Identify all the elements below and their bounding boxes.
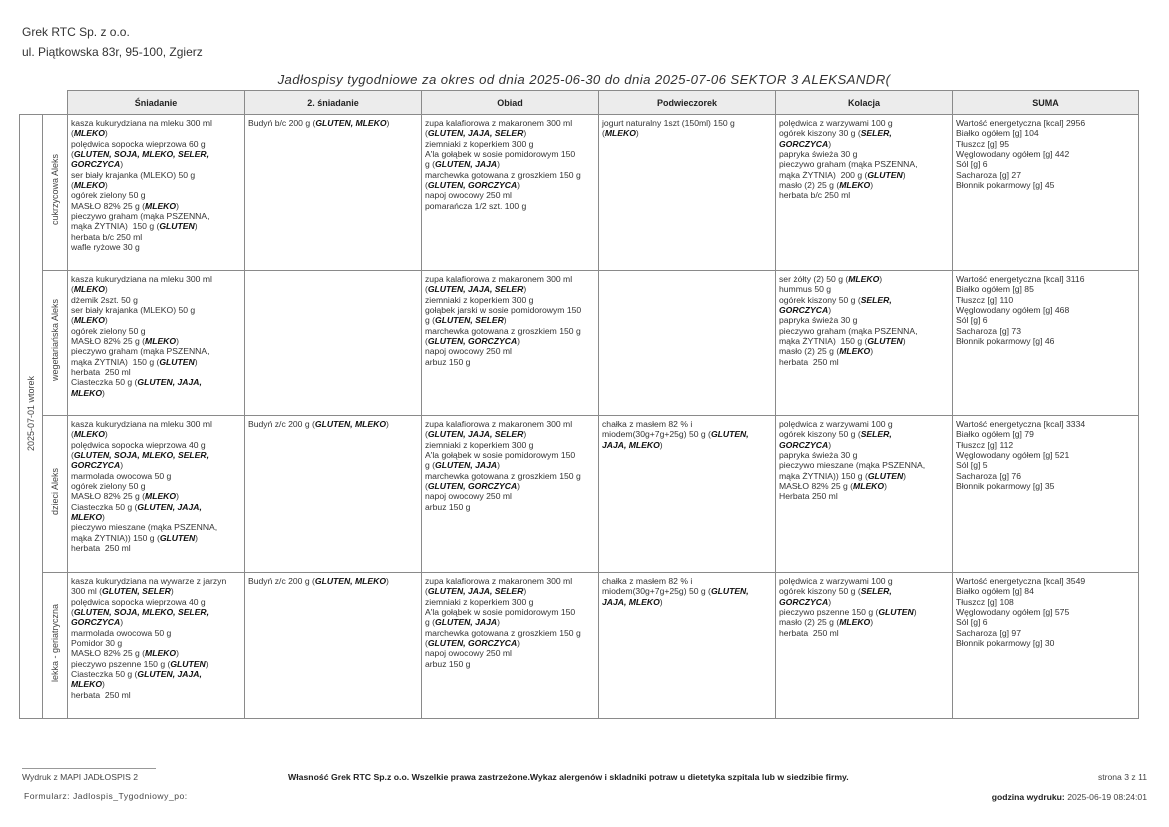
document-title: Jadłospisy tygodniowe za okres od dnia 2025-06-30 do dnia 2025-07-06 SEKTOR 3 ALEKSANDR( [277,72,891,87]
meal-cell-obiad [422,271,599,416]
sum-cell [953,115,1139,271]
meal-cell-sniadanie [68,416,245,573]
meal-cell-kolacja [776,271,953,416]
header-kolacja: Kolacja [776,91,953,115]
meal-text: zupa kalafiorowa z makaronem 300 ml (GLUTEN, JAJA, SELER) ziemniaki z koperkiem 300 g A'la gołąbek w sosie pomidorowym 150 g (GLUTEN, JAJA) marchewka gotowana z groszkiem 150 g (GLUTEN, GORCZYCA) napoj owocowy 250 ml arbuz 150 g [425,576,581,669]
meal-text: polędwica z warzywami 100 g ogórek kiszony 30 g (SELER, GORCZYCA) papryka świeża 30 g pieczywo graham (mąka PSZENNA, mąka ŻYTNIA) 200 g (GLUTEN) masło (2) 25 g (MLEKO) herbata b/c 250 ml [779,118,918,201]
diet-cell [43,115,68,271]
footer-divider [22,768,156,769]
diet-label: dzieci Aleks [50,467,60,516]
meal-text: kasza kukurydziana na wywarze z jarzyn 300 ml (GLUTEN, SELER) polędwica sopocka wieprzowa 40 g (GLUTEN, SOJA, MLEKO, SELER, GORCZYCA) marmolada owocowa 50 g Pomidor 30 g MASŁO 82% 25 g (MLEKO) pieczywo pszenne 150 g (GLUTEN) Ciasteczka 50 g (GLUTEN, JAJA, MLEKO) herbata 250 ml [71,576,227,700]
diet-label: lekka - geriatryczna [50,603,60,683]
form-name: Formularz: Jadlospis_Tygodniowy_po: [24,791,188,801]
sum-text: Wartość energetyczna [kcal] 3549 Białko ogółem [g] 84 Tłuszcz [g] 108 Węglowodany ogółem [g] 575 Sól [g] 6 Sacharoza [g] 97 Błonnik pokarmowy [g] 30 [956,576,1086,649]
print-time-value: 2025-06-19 08:24:01 [1067,792,1147,802]
meal-text: kasza kukurydziana na mleku 300 ml (MLEKO) polędwica sopocka wieprzowa 40 g (GLUTEN, SOJA, MLEKO, SELER, GORCZYCA) marmolada owocowa 50 g ogórek zielony 50 g MASŁO 82% 25 g (MLEKO) Ciasteczka 50 g (GLUTEN, JAJA, MLEKO) pieczywo mieszane (mąka PSZENNA, mąka ŻYTNIA)) 150 g (GLUTEN) herbata 250 ml [71,419,218,554]
header-sniadanie: Śniadanie [68,91,245,115]
ownership-note: Własność Grek RTC Sp.z o.o. Wszelkie prawa zastrzeżone.Wykaz alergenów i skladniki potraw u dietetyka szpitala lub w siedzibie firmy. [288,772,849,782]
meal-cell-podwieczorek [599,115,776,271]
meal-cell-kolacja [776,416,953,573]
meal-cell-sniadanie [68,271,245,416]
meal-text: zupa kalafiorowa z makaronem 300 ml (GLUTEN, JAJA, SELER) ziemniaki z koperkiem 300 g A'la gołąbek w sosie pomidorowym 150 g (GLUTEN, JAJA) marchewka gotowana z groszkiem 150 g (GLUTEN, GORCZYCA) napoj owocowy 250 ml arbuz 150 g [425,419,581,512]
meal-cell-obiad [422,416,599,573]
meal-cell-drugie-sniadanie [245,115,422,271]
meal-text: polędwica z warzywami 100 g ogórek kiszony 50 g (SELER, GORCZYCA) papryka świeża 30 g pieczywo mieszane (mąka PSZENNA, mąka ŻYTNIA)) 150 g (GLUTEN) MASŁO 82% 25 g (MLEKO) Herbata 250 ml [779,419,926,502]
meal-cell-drugie-sniadanie [245,271,422,416]
header-suma: SUMA [953,91,1139,115]
sum-text: Wartość energetyczna [kcal] 3334 Białko ogółem [g] 79 Tłuszcz [g] 112 Węglowodany ogółem [g] 521 Sól [g] 5 Sacharoza [g] 76 Błonnik pokarmowy [g] 35 [956,419,1086,492]
sum-cell [953,271,1139,416]
diet-cell [43,573,68,719]
meal-text: ser żółty (2) 50 g (MLEKO) hummus 50 g ogórek kiszony 50 g (SELER, GORCZYCA) papryka świeża 30 g pieczywo graham (mąka PSZENNA, mąka ŻYTNIA) 150 g (GLUTEN) masło (2) 25 g (MLEKO) herbata 250 ml [779,274,918,367]
meal-text: jogurt naturalny 1szt (150ml) 150 g (MLEKO) [602,118,735,139]
print-time-label: godzina wydruku: [991,792,1065,802]
meal-cell-podwieczorek [599,416,776,573]
meal-cell-drugie-sniadanie [245,573,422,719]
date-cell [20,115,43,719]
meal-text: kasza kukurydziana na mleku 300 ml (MLEKO) polędwica sopocka wieprzowa 60 g (GLUTEN, SOJA, MLEKO, SELER, GORCZYCA) ser biały krajanka (MLEKO) 50 g (MLEKO) ogórek zielony 50 g MASŁO 82% 25 g (MLEKO) pieczywo graham (mąka PSZENNA, mąka ŻYTNIA) 150 g (GLUTEN) herbata b/c 250 ml wafle ryżowe 30 g [71,118,212,253]
meal-text [599,271,775,276]
diet-cell [43,271,68,416]
meal-text: Budyń z/c 200 g (GLUTEN, MLEKO) [248,576,389,586]
diet-cell [43,416,68,573]
printout-source: Wydruk z MAPI JADŁOSPIS 2 [22,772,138,782]
meal-text: polędwica z warzywami 100 g ogórek kiszony 50 g (SELER, GORCZYCA) pieczywo pszenne 150 g (GLUTEN) masło (2) 25 g (MLEKO) herbata 250 ml [779,576,917,638]
meal-cell-sniadanie [68,115,245,271]
diet-label: cukrzycowa Aleks [50,154,60,226]
menu-table [19,90,1139,719]
meal-cell-podwieczorek [599,573,776,719]
meal-text: chałka z masłem 82 % i miodem(30g+7g+25g) 50 g (GLUTEN, JAJA, MLEKO) [602,576,749,607]
meal-cell-sniadanie [68,573,245,719]
sum-cell [953,573,1139,719]
table-row [20,271,1139,416]
header-blank-diet [43,91,68,115]
meal-cell-podwieczorek [599,271,776,416]
meal-text: zupa kalafiorowa z makaronem 300 ml (GLUTEN, JAJA, SELER) ziemniaki z koperkiem 300 g A'la gołąbek w sosie pomidorowym 150 g (GLUTEN, JAJA) marchewka gotowana z groszkiem 150 g (GLUTEN, GORCZYCA) napoj owocowy 250 ml pomarańcza 1/2 szt. 100 g [425,118,581,211]
meal-text: Budyń b/c 200 g (GLUTEN, MLEKO) [248,118,390,128]
header-blank-date [20,91,43,115]
meal-cell-kolacja [776,573,953,719]
meal-cell-obiad [422,115,599,271]
sum-text: Wartość energetyczna [kcal] 2956 Białko ogółem [g] 104 Tłuszcz [g] 95 Węglowodany ogółem [g] 442 Sól [g] 6 Sacharoza [g] 27 Błonnik pokarmowy [g] 45 [956,118,1086,191]
table-row [20,115,1139,271]
header-obiad: Obiad [422,91,599,115]
print-time [992,792,1147,802]
meal-text: kasza kukurydziana na mleku 300 ml (MLEKO) dżemik 2szt. 50 g ser biały krajanka (MLEKO) 50 g (MLEKO) ogórek zielony 50 g MASŁO 82% 25 g (MLEKO) pieczywo graham (mąka PSZENNA, mąka ŻYTNIA) 150 g (GLUTEN) herbata 250 ml Ciasteczka 50 g (GLUTEN, JAJA, MLEKO) [71,274,212,398]
sum-text: Wartość energetyczna [kcal] 3116 Białko ogółem [g] 85 Tłuszcz [g] 110 Węglowodany ogółem [g] 468 Sól [g] 6 Sacharoza [g] 73 Błonnik pokarmowy [g] 46 [956,274,1085,347]
meal-cell-drugie-sniadanie [245,416,422,573]
meal-text: chałka z masłem 82 % i miodem(30g+7g+25g) 50 g (GLUTEN, JAJA, MLEKO) [602,419,749,450]
meal-text [245,271,421,276]
header-drugie-sniadanie: 2. śniadanie [245,91,422,115]
date-label: 2025-07-01 wtorek [26,376,36,452]
meal-cell-kolacja [776,115,953,271]
diet-label: wegetariańska Aleks [50,299,60,382]
header-row [20,91,1139,115]
meal-cell-obiad [422,573,599,719]
table-row [20,416,1139,573]
page-number: strona 3 z 11 [1097,772,1147,782]
meal-text: zupa kalafiorowa z makaronem 300 ml (GLUTEN, JAJA, SELER) ziemniaki z koperkiem 300 g gołąbek jarski w sosie pomidorowym 150 g (GLUTEN, SELER) marchewka gotowana z groszkiem 150 g (GLUTEN, GORCZYCA) napoj owocowy 250 ml arbuz 150 g [425,274,582,367]
header-podwieczorek: Podwieczorek [599,91,776,115]
company-name: Grek RTC Sp. z o.o. [22,25,130,39]
sum-cell [953,416,1139,573]
table-row [20,573,1139,719]
company-address: ul. Piątkowska 83r, 95-100, Zgierz [22,45,203,59]
meal-text: Budyń z/c 200 g (GLUTEN, MLEKO) [248,419,389,429]
